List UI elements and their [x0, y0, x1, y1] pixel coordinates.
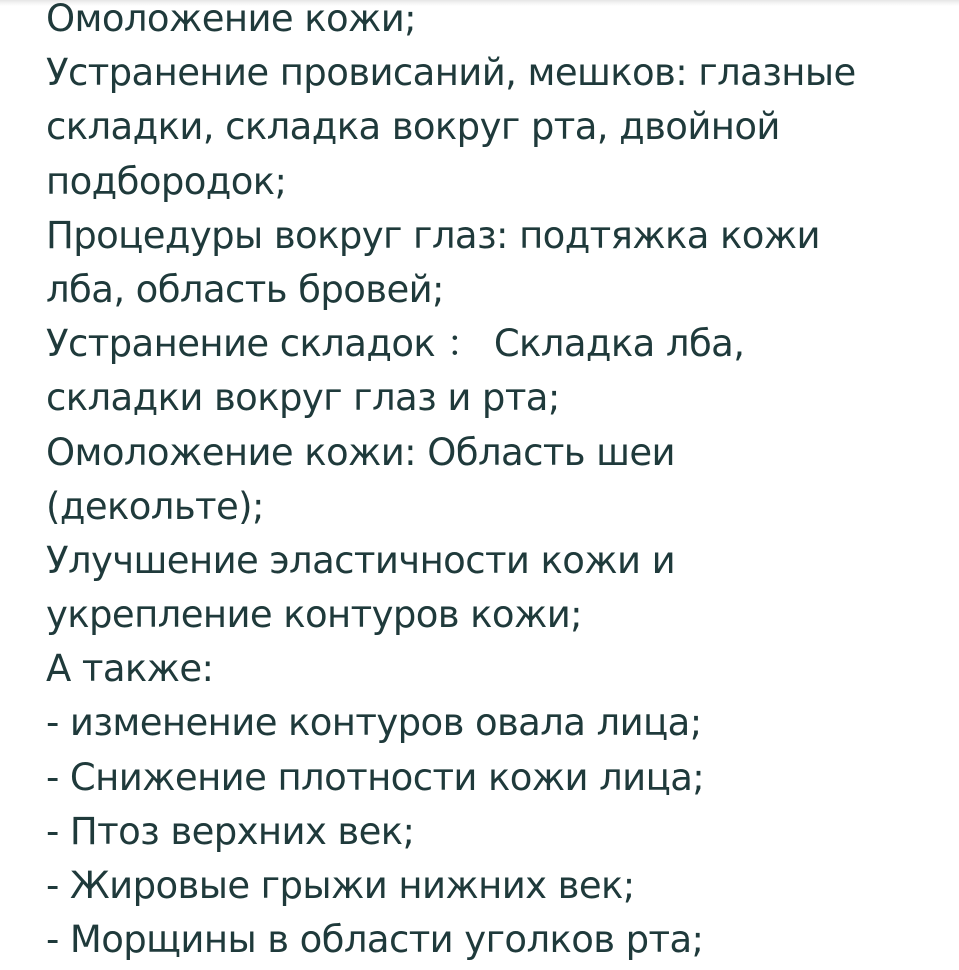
text-line: Устранение провисаний, мешков: глазные [46, 51, 856, 95]
text-block [46, 0, 946, 967]
text-line: - изменение контуров овала лица; [46, 701, 702, 745]
text-line: Процедуры вокруг глаз: подтяжка кожи [46, 213, 820, 257]
text-line: Устранение складок ： Складка лба, [46, 322, 745, 366]
text-line: складки вокруг глаз и рта; [46, 376, 560, 420]
text-line: складки, складка вокруг рта, двойной [46, 105, 780, 149]
text-line: - Жировые грыжи нижних век; [46, 864, 635, 907]
text-line: А также: [46, 647, 214, 691]
text-line: укрепление контуров кожи; [46, 593, 583, 637]
text-line: - Птоз верхних век; [46, 809, 415, 853]
text-line: - Морщины в области уголков рта; [46, 918, 704, 962]
text-line: лба, область бровей; [46, 267, 444, 311]
text-line: - Снижение плотности кожи лица; [46, 755, 705, 799]
text-line: Омоложение кожи; [46, 0, 417, 40]
text-line: (декольте); [46, 484, 264, 528]
text-line: подбородок; [46, 159, 287, 203]
text-line: Омоложение кожи: Область шеи [46, 430, 676, 474]
text-line: Улучшение эластичности кожи и [46, 538, 676, 582]
